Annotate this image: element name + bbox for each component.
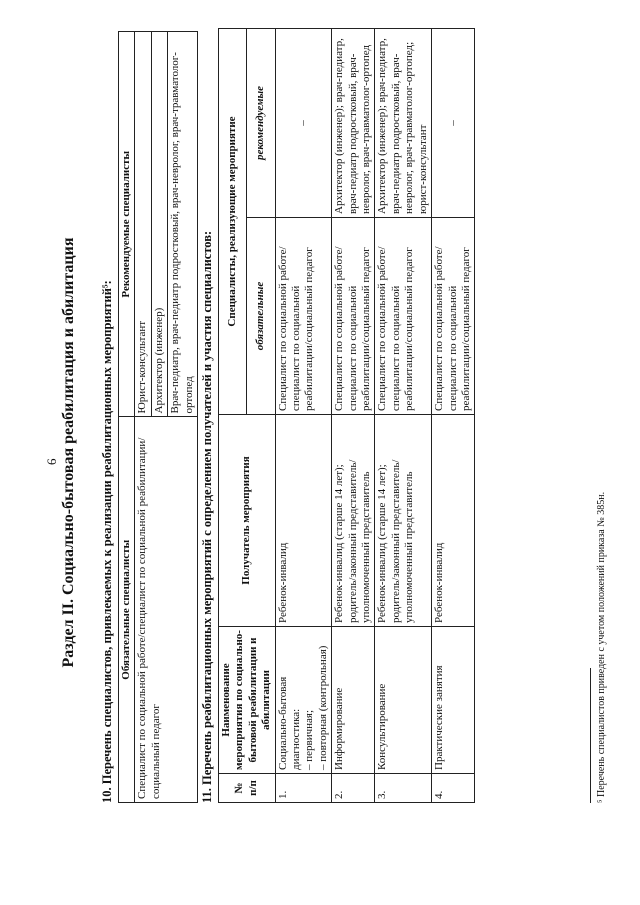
recommended-subheader: рекомендуемые bbox=[247, 29, 275, 218]
row-name: Практические занятия bbox=[432, 627, 475, 774]
section11-heading: 11. Перечень реабилитационных мероприятий с определением получателей и участия специалистов: bbox=[200, 230, 214, 803]
row-num: 3. bbox=[375, 774, 432, 803]
row-recommended: Архитектор (инженер); врач-педиатр, врач-педиатр подростковый, врач-невролог, врач-травматолог-ортопед; юрист-консультант bbox=[375, 29, 432, 218]
subitem: – повторная (контрольная) bbox=[316, 645, 329, 770]
table-row bbox=[432, 29, 475, 803]
row-recipient: Ребенок-инвалид bbox=[275, 415, 332, 627]
row-recommended: – bbox=[275, 29, 332, 218]
recommended-item: Архитектор (инженер) bbox=[151, 32, 167, 418]
row-name: Информирование bbox=[332, 627, 375, 774]
required-header: Обязательные специалисты bbox=[119, 417, 135, 803]
row-num: 4. bbox=[432, 774, 475, 803]
table-row bbox=[375, 29, 432, 803]
footnote: ⁵ Перечень специалистов приведен с учетом положений приказа № 385н. bbox=[596, 491, 607, 803]
footnote-divider bbox=[590, 668, 591, 803]
table-row bbox=[332, 29, 375, 803]
required-cell: Специалист по социальной работе/специалист по социальной реабилитации/социальный педагог bbox=[135, 417, 198, 803]
row-recommended: Архитектор (инженер); врач-педиатр, врач-педиатр подростковый, врач-невролог, врач-травматолог-ортопед bbox=[332, 29, 375, 218]
section10-heading: 10. Перечень специалистов, привлекаемых к реализации реабилитационных мероприятий⁵: bbox=[100, 280, 114, 803]
row-recommended: – bbox=[432, 29, 475, 218]
row-num: 2. bbox=[332, 774, 375, 803]
row-recipient: Ребенок-инвалид bbox=[432, 415, 475, 627]
row-recipient: Ребенок-инвалид (старше 14 лет); родитель/законный представитель/уполномоченный представитель bbox=[375, 415, 432, 627]
row-mandatory: Специалист по социальной работе/специалист по социальной реабилитации/социальный педагог bbox=[275, 218, 332, 415]
row-recipient: Ребенок-инвалид (старше 14 лет); родитель/законный представитель/уполномоченный представитель bbox=[332, 415, 375, 627]
row-name: Консультирование bbox=[375, 627, 432, 774]
table-row bbox=[275, 29, 332, 803]
row-num: 1. bbox=[275, 774, 332, 803]
specialists-header: Специалисты, реализующие мероприятие bbox=[219, 29, 247, 415]
row-mandatory: Специалист по социальной работе/специалист по социальной реабилитации/социальный педагог bbox=[375, 218, 432, 415]
subitem-list bbox=[303, 630, 330, 770]
row-mandatory: Специалист по социальной работе/специалист по социальной реабилитации/социальный педагог bbox=[432, 218, 475, 415]
subitem: – первичная; bbox=[303, 709, 316, 770]
row-name: Социально-бытовая диагностика: bbox=[276, 676, 303, 770]
recommended-item: Врач-педиатр, врач-педиатр подростковый, врач-невролог, врач-травматолог-ортопед bbox=[168, 32, 198, 418]
recipient-header: Получатель мероприятия bbox=[219, 415, 276, 627]
name-header: Наименование мероприятия по социально-бытовой реабилитации и абилитации bbox=[219, 627, 276, 774]
mandatory-header: обязательные bbox=[247, 218, 275, 415]
row-name-cell bbox=[275, 627, 332, 774]
specialists-table bbox=[118, 31, 198, 803]
section-title: Раздел II. Социально-бытовая реабилитация и абилитация bbox=[60, 237, 77, 668]
num-header: № п/п bbox=[219, 774, 276, 803]
recommended-item: Юрист-консультант bbox=[135, 32, 151, 418]
activities-table bbox=[218, 28, 475, 803]
recommended-header: Рекомендуемые специалисты bbox=[119, 32, 135, 418]
page-number: 6 bbox=[44, 458, 59, 465]
row-mandatory: Специалист по социальной работе/специалист по социальной реабилитации/социальный педагог bbox=[332, 218, 375, 415]
